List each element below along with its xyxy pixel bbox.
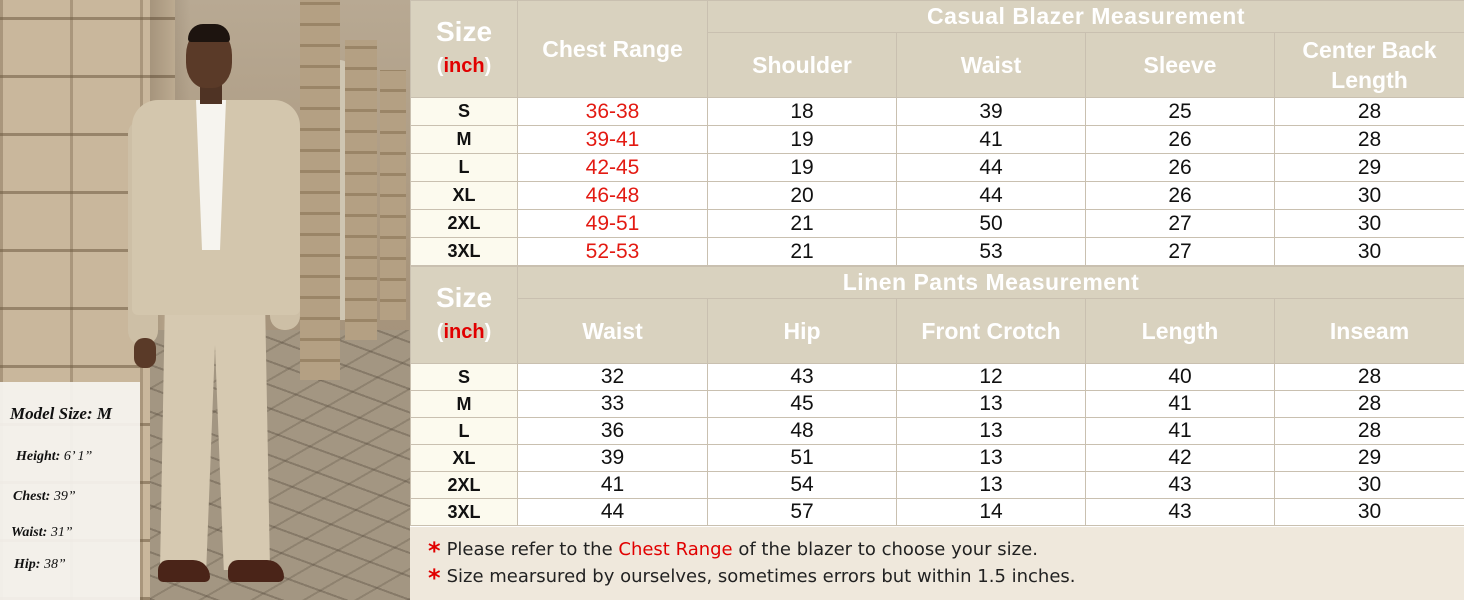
cell-shoulder: 20 bbox=[708, 182, 897, 210]
model-photo bbox=[0, 0, 410, 600]
cell-waist: 44 bbox=[897, 182, 1086, 210]
cell-inseam: 30 bbox=[1275, 499, 1464, 526]
col-header-waist: Waist bbox=[897, 33, 1086, 98]
cell-cbl: 30 bbox=[1275, 210, 1464, 238]
size-header: Size (inch) bbox=[411, 1, 518, 98]
cell-cbl: 29 bbox=[1275, 154, 1464, 182]
cell-cbl: 28 bbox=[1275, 98, 1464, 126]
cell-sleeve: 25 bbox=[1086, 98, 1275, 126]
cell-shoulder: 21 bbox=[708, 210, 897, 238]
cell-waist: 50 bbox=[897, 210, 1086, 238]
pants-section-title: Linen Pants Measurement bbox=[518, 267, 1464, 299]
cell-shoulder: 18 bbox=[708, 98, 897, 126]
cell-chest: 39-41 bbox=[518, 126, 708, 154]
cell-hip: 45 bbox=[708, 391, 897, 418]
blazer-section-title: Casual Blazer Measurement bbox=[708, 1, 1464, 33]
model-chest: Chest: 39” bbox=[13, 489, 76, 504]
stone-column bbox=[345, 40, 377, 340]
size-header: Size (inch) bbox=[411, 267, 518, 364]
table-row bbox=[411, 98, 1464, 126]
table-row bbox=[411, 210, 1464, 238]
asterisk-icon: * bbox=[428, 564, 441, 592]
pants-rows bbox=[411, 364, 1464, 526]
cell-inseam: 29 bbox=[1275, 445, 1464, 472]
cell-waist: 33 bbox=[518, 391, 708, 418]
size-cell: 3XL bbox=[411, 499, 518, 526]
cell-crotch: 14 bbox=[897, 499, 1086, 526]
model-figure bbox=[120, 20, 310, 600]
cell-waist: 36 bbox=[518, 418, 708, 445]
cell-sleeve: 26 bbox=[1086, 154, 1275, 182]
cell-crotch: 13 bbox=[897, 472, 1086, 499]
col-header-shoulder: Shoulder bbox=[708, 33, 897, 98]
cell-inseam: 28 bbox=[1275, 364, 1464, 391]
size-cell: L bbox=[411, 154, 518, 182]
cell-sleeve: 26 bbox=[1086, 182, 1275, 210]
blazer-rows bbox=[411, 98, 1464, 266]
asterisk-icon: * bbox=[428, 537, 441, 565]
cell-crotch: 13 bbox=[897, 418, 1086, 445]
cell-waist: 39 bbox=[897, 98, 1086, 126]
cell-cbl: 30 bbox=[1275, 182, 1464, 210]
size-chart bbox=[410, 0, 1464, 600]
pants-measurement-table bbox=[410, 266, 1464, 526]
cell-length: 40 bbox=[1086, 364, 1275, 391]
cell-waist: 41 bbox=[897, 126, 1086, 154]
cell-length: 42 bbox=[1086, 445, 1275, 472]
cell-waist: 44 bbox=[518, 499, 708, 526]
cell-waist: 32 bbox=[518, 364, 708, 391]
note-chest-range: * Please refer to the Chest Range of the blazer to choose your size. bbox=[428, 537, 1038, 565]
cell-waist: 39 bbox=[518, 445, 708, 472]
table-row bbox=[411, 238, 1464, 266]
table-row bbox=[411, 418, 1464, 445]
model-waist: Waist: 31” bbox=[11, 525, 73, 540]
col-header-hip: Hip bbox=[708, 299, 897, 364]
cell-length: 41 bbox=[1086, 391, 1275, 418]
size-cell: 2XL bbox=[411, 210, 518, 238]
size-cell: 3XL bbox=[411, 238, 518, 266]
cell-chest: 52-53 bbox=[518, 238, 708, 266]
loafer-shoe bbox=[158, 560, 210, 582]
size-cell: XL bbox=[411, 182, 518, 210]
col-header-waist: Waist bbox=[518, 299, 708, 364]
cell-hip: 48 bbox=[708, 418, 897, 445]
cell-sleeve: 27 bbox=[1086, 210, 1275, 238]
blazer-measurement-table bbox=[410, 0, 1464, 266]
table-row bbox=[411, 182, 1464, 210]
table-row bbox=[411, 364, 1464, 391]
size-cell: S bbox=[411, 364, 518, 391]
cell-chest: 49-51 bbox=[518, 210, 708, 238]
size-notes bbox=[410, 527, 1464, 600]
col-header-chest-range: Chest Range bbox=[518, 1, 708, 98]
size-cell: XL bbox=[411, 445, 518, 472]
col-header-length: Length bbox=[1086, 299, 1275, 364]
cell-shoulder: 21 bbox=[708, 238, 897, 266]
cell-cbl: 30 bbox=[1275, 238, 1464, 266]
cell-shoulder: 19 bbox=[708, 154, 897, 182]
cell-hip: 57 bbox=[708, 499, 897, 526]
model-info-card bbox=[0, 382, 140, 600]
cell-waist: 53 bbox=[897, 238, 1086, 266]
table-row bbox=[411, 472, 1464, 499]
cell-sleeve: 27 bbox=[1086, 238, 1275, 266]
cell-hip: 51 bbox=[708, 445, 897, 472]
cell-inseam: 30 bbox=[1275, 472, 1464, 499]
table-row bbox=[411, 154, 1464, 182]
loafer-shoe bbox=[228, 560, 284, 582]
cell-hip: 54 bbox=[708, 472, 897, 499]
col-header-center-back-length: Center Back Length bbox=[1275, 33, 1464, 98]
note-measurement-error: * Size mearsured by ourselves, sometimes errors but within 1.5 inches. bbox=[428, 564, 1076, 592]
cell-hip: 43 bbox=[708, 364, 897, 391]
col-header-inseam: Inseam bbox=[1275, 299, 1464, 364]
table-row bbox=[411, 126, 1464, 154]
size-cell: 2XL bbox=[411, 472, 518, 499]
cell-chest: 42-45 bbox=[518, 154, 708, 182]
stone-column bbox=[380, 70, 406, 320]
model-height: Height: 6’ 1” bbox=[16, 449, 93, 464]
cell-inseam: 28 bbox=[1275, 418, 1464, 445]
cell-length: 43 bbox=[1086, 499, 1275, 526]
cell-crotch: 13 bbox=[897, 391, 1086, 418]
linen-pants bbox=[160, 270, 270, 570]
col-header-sleeve: Sleeve bbox=[1086, 33, 1275, 98]
cell-waist: 41 bbox=[518, 472, 708, 499]
size-cell: L bbox=[411, 418, 518, 445]
cell-chest: 46-48 bbox=[518, 182, 708, 210]
table-row bbox=[411, 445, 1464, 472]
cell-chest: 36-38 bbox=[518, 98, 708, 126]
cell-inseam: 28 bbox=[1275, 391, 1464, 418]
cell-shoulder: 19 bbox=[708, 126, 897, 154]
size-cell: M bbox=[411, 391, 518, 418]
cell-sleeve: 26 bbox=[1086, 126, 1275, 154]
size-cell: S bbox=[411, 98, 518, 126]
cell-crotch: 13 bbox=[897, 445, 1086, 472]
cell-length: 43 bbox=[1086, 472, 1275, 499]
table-row bbox=[411, 499, 1464, 526]
cell-crotch: 12 bbox=[897, 364, 1086, 391]
model-size: Model Size: M bbox=[10, 404, 113, 423]
table-row bbox=[411, 391, 1464, 418]
cell-cbl: 28 bbox=[1275, 126, 1464, 154]
unit-label: (inch) bbox=[436, 55, 492, 77]
size-cell: M bbox=[411, 126, 518, 154]
unit-label: (inch) bbox=[436, 321, 492, 343]
col-header-front-crotch: Front Crotch bbox=[897, 299, 1086, 364]
cell-waist: 44 bbox=[897, 154, 1086, 182]
cell-length: 41 bbox=[1086, 418, 1275, 445]
model-hip: Hip: 38” bbox=[14, 557, 66, 572]
